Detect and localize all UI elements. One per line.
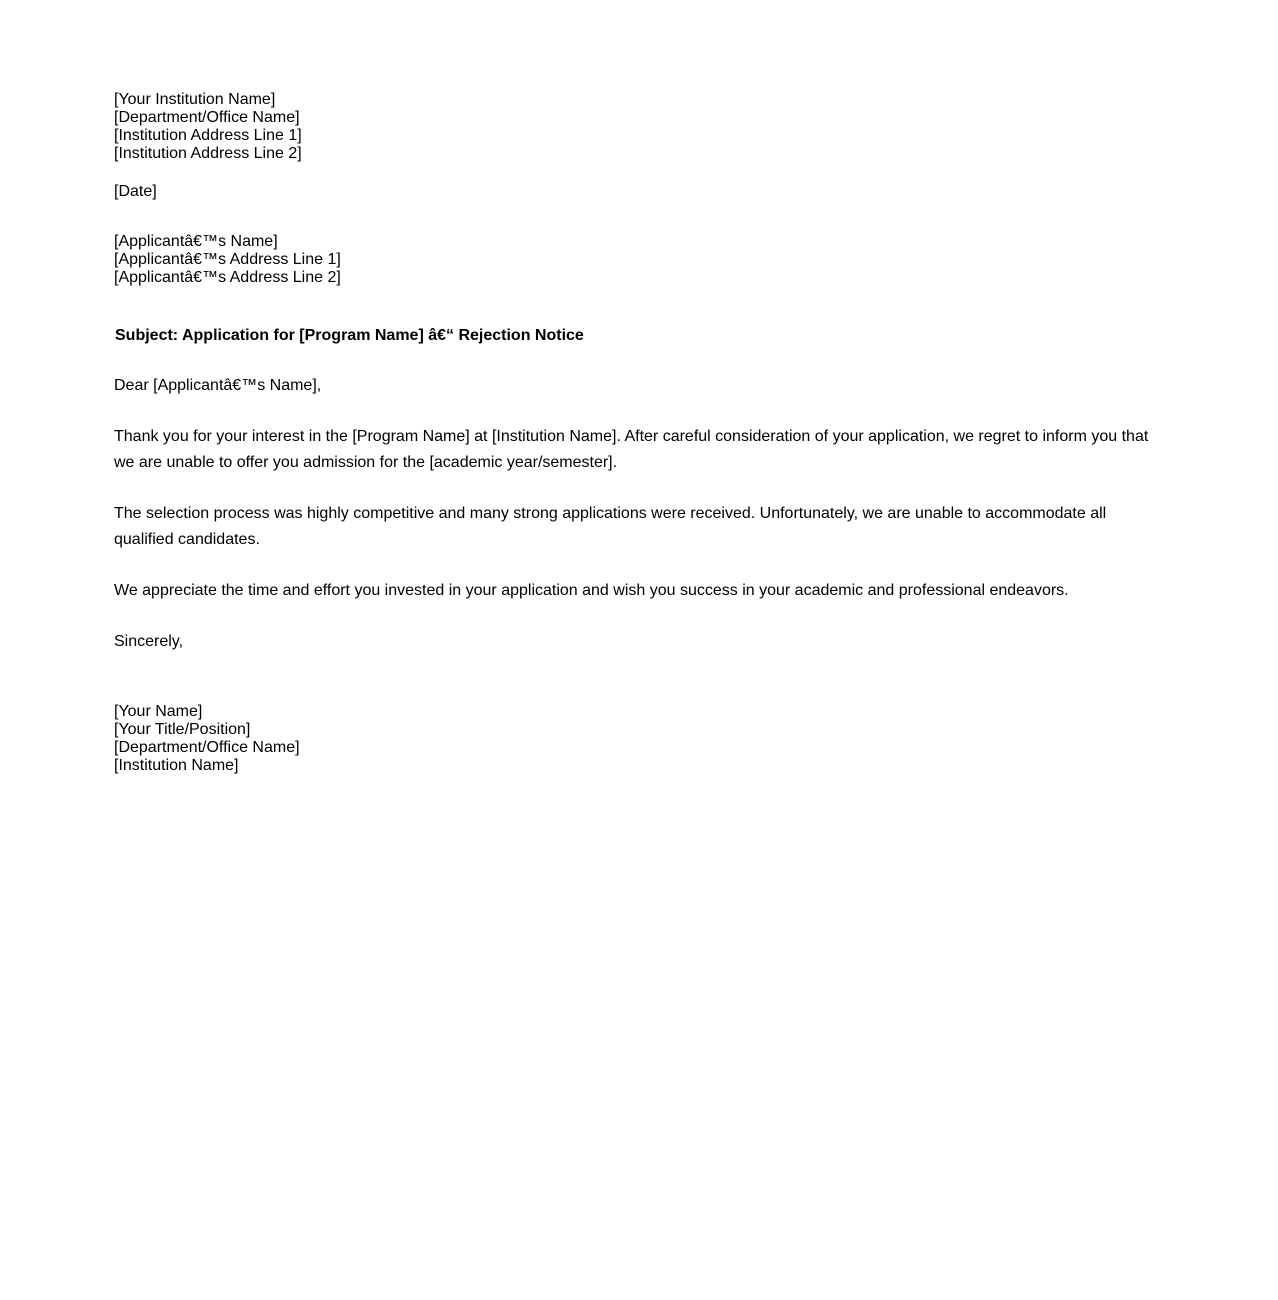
sender-institution-name: [Your Institution Name]	[114, 91, 276, 108]
recipient-address-line-2: [Applicantâ€™s Address Line 2]	[114, 269, 341, 286]
signature-title: [Your Title/Position]	[114, 721, 251, 738]
salutation: Dear [Applicantâ€™s Name],	[114, 377, 322, 394]
letter-date: [Date]	[114, 183, 157, 200]
recipient-address-block	[114, 233, 341, 287]
signature-department: [Department/Office Name]	[114, 739, 300, 756]
sender-address-line-2: [Institution Address Line 2]	[114, 145, 302, 162]
body-paragraph-2: The selection process was highly competitive and many strong applications were received. Unfortunately, we are unable to accommodate all qualified candidates.	[114, 505, 1107, 548]
sender-department: [Department/Office Name]	[114, 109, 300, 126]
signature-block	[114, 703, 300, 775]
recipient-name: [Applicantâ€™s Name]	[114, 233, 278, 250]
body-paragraph-3: We appreciate the time and effort you invested in your application and wish you success in your academic and professional endeavors.	[114, 582, 1069, 599]
signature-name: [Your Name]	[114, 703, 203, 720]
signature-institution: [Institution Name]	[114, 757, 239, 774]
sender-address-block	[114, 91, 302, 163]
closing: Sincerely,	[114, 633, 184, 650]
letter-subject: Subject: Application for [Program Name] â€“ Rejection Notice	[115, 327, 584, 344]
recipient-address-line-1: [Applicantâ€™s Address Line 1]	[114, 251, 341, 268]
body-paragraph-1: Thank you for your interest in the [Program Name] at [Institution Name]. After careful consideration of your application, we regret to inform you that we are unable to offer you admission for the [academic year/semester].	[114, 428, 1149, 471]
sender-address-line-1: [Institution Address Line 1]	[114, 127, 302, 144]
